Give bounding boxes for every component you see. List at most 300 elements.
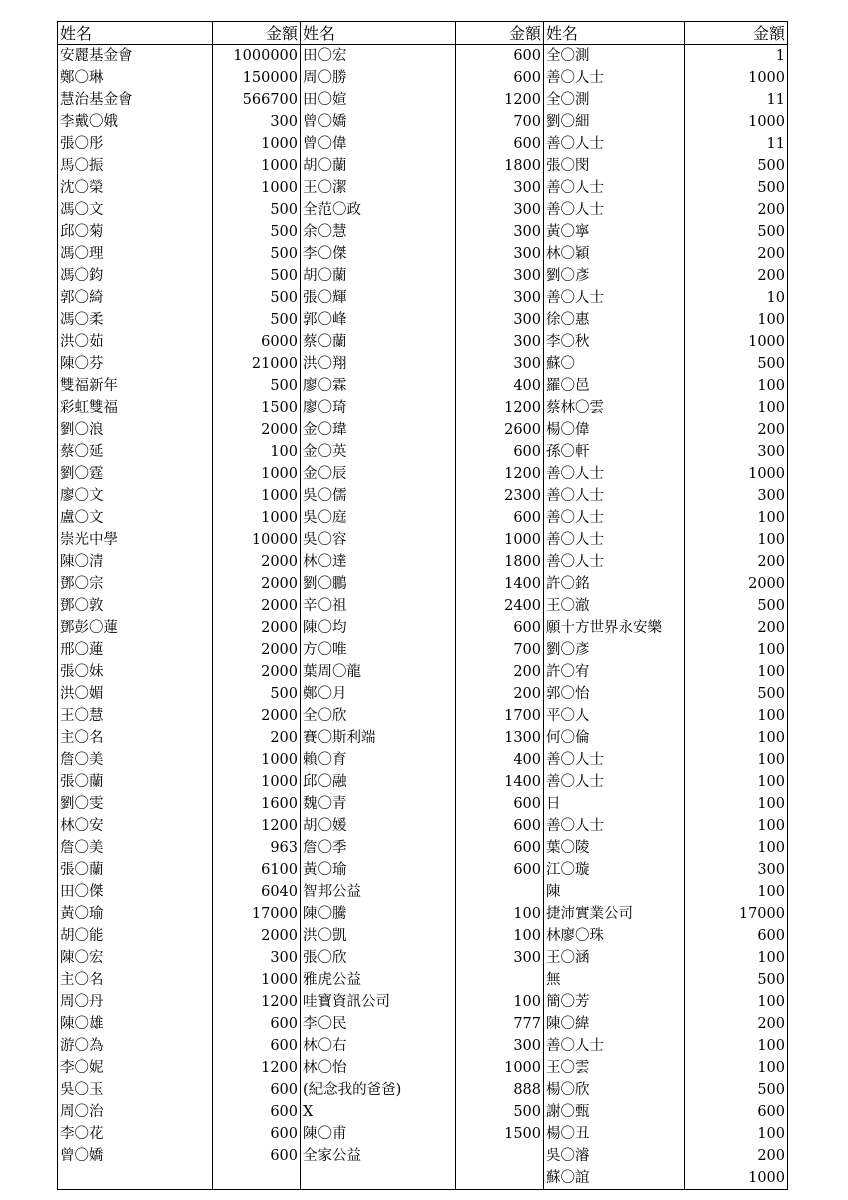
donor-name-cell: 謝〇甄 <box>544 1101 685 1123</box>
donor-name-cell: 善〇人士 <box>544 133 685 155</box>
donor-name-cell: 劉〇霆 <box>58 463 213 485</box>
table-row <box>58 1145 788 1167</box>
donation-amount-cell: 500 <box>213 683 301 705</box>
donation-amount-cell: 1200 <box>456 397 544 419</box>
donation-amount-cell: 300 <box>456 309 544 331</box>
donor-name-cell: 金〇辰 <box>301 463 456 485</box>
donor-name-cell: 李〇秋 <box>544 331 685 353</box>
donor-name-cell: 詹〇季 <box>301 837 456 859</box>
donation-amount-cell: 200 <box>685 1013 788 1035</box>
donation-amount-cell: 100 <box>685 793 788 815</box>
donation-amount-cell: 300 <box>685 441 788 463</box>
donation-amount-cell: 100 <box>685 375 788 397</box>
donor-name-cell: 許〇銘 <box>544 573 685 595</box>
donation-amount-cell: 300 <box>456 265 544 287</box>
donor-name-cell: 詹〇美 <box>58 837 213 859</box>
donor-name-cell: 楊〇偉 <box>544 419 685 441</box>
donor-name-cell: 張〇彤 <box>58 133 213 155</box>
table-row <box>58 133 788 155</box>
table-row <box>58 1123 788 1145</box>
donation-amount-cell: 300 <box>456 199 544 221</box>
donation-amount-cell: 600 <box>213 1035 301 1057</box>
donation-amount-cell: 1000 <box>685 1167 788 1190</box>
donor-name-cell: 沈〇榮 <box>58 177 213 199</box>
table-row <box>58 1101 788 1123</box>
table-row <box>58 1057 788 1079</box>
donor-name-cell: 田〇宏 <box>301 45 456 68</box>
donor-name-cell: 游〇為 <box>58 1035 213 1057</box>
donation-amount-cell: 300 <box>456 1035 544 1057</box>
donor-name-cell: 王〇雲 <box>544 1057 685 1079</box>
table-row <box>58 881 788 903</box>
table-row <box>58 683 788 705</box>
empty-cell <box>301 1167 456 1190</box>
donation-amount-cell: 500 <box>213 309 301 331</box>
donation-amount-cell: 300 <box>685 485 788 507</box>
donor-name-cell: 善〇人士 <box>544 551 685 573</box>
table-body <box>58 45 788 1190</box>
donor-name-cell: 郭〇怡 <box>544 683 685 705</box>
donation-amount-cell: 2000 <box>213 705 301 727</box>
donor-name-cell: 廖〇文 <box>58 485 213 507</box>
donation-amount-cell: 300 <box>685 859 788 881</box>
donor-name-cell: 智邦公益 <box>301 881 456 903</box>
table-row <box>58 793 788 815</box>
donation-amount-cell: 1400 <box>456 771 544 793</box>
donor-name-cell: 廖〇霖 <box>301 375 456 397</box>
donor-name-cell: 蘇〇誼 <box>544 1167 685 1190</box>
table-row <box>58 705 788 727</box>
header-amount-3: 金額 <box>685 22 788 45</box>
table-row <box>58 551 788 573</box>
donation-amount-cell: 500 <box>213 375 301 397</box>
donation-amount-cell: 1500 <box>213 397 301 419</box>
donation-amount-cell: 1200 <box>213 1057 301 1079</box>
table-row <box>58 771 788 793</box>
donor-name-cell: 王〇澈 <box>544 595 685 617</box>
donation-amount-cell: 1 <box>685 45 788 68</box>
table-row <box>58 441 788 463</box>
donor-name-cell: 盧〇文 <box>58 507 213 529</box>
donor-name-cell: 全〇測 <box>544 45 685 68</box>
donation-amount-cell: 600 <box>685 1101 788 1123</box>
donor-name-cell: 胡〇媛 <box>301 815 456 837</box>
donor-name-cell: 雅虎公益 <box>301 969 456 991</box>
header-name-3: 姓名 <box>544 22 685 45</box>
donation-amount-cell: 2400 <box>456 595 544 617</box>
donation-amount-cell: 200 <box>685 419 788 441</box>
donation-amount-cell: 600 <box>213 1013 301 1035</box>
donation-amount-cell: 2600 <box>456 419 544 441</box>
donor-name-cell: 田〇傑 <box>58 881 213 903</box>
donor-name-cell: 張〇蘭 <box>58 771 213 793</box>
donor-name-cell: 胡〇能 <box>58 925 213 947</box>
donation-amount-cell: 1000 <box>213 771 301 793</box>
table-row <box>58 727 788 749</box>
donor-name-cell: 全〇測 <box>544 89 685 111</box>
donation-amount-cell: 1000000 <box>213 45 301 68</box>
donation-amount-cell: 600 <box>456 67 544 89</box>
donor-name-cell: 劉〇雯 <box>58 793 213 815</box>
donor-name-cell: 李〇民 <box>301 1013 456 1035</box>
donor-name-cell: 邢〇蓮 <box>58 639 213 661</box>
table-row <box>58 353 788 375</box>
donor-name-cell: 全范〇政 <box>301 199 456 221</box>
donor-name-cell: 楊〇欣 <box>544 1079 685 1101</box>
donor-name-cell: 安麗基金會 <box>58 45 213 68</box>
donation-amount-cell: 100 <box>685 947 788 969</box>
donor-name-cell: 郭〇峰 <box>301 309 456 331</box>
donor-name-cell: 鄭〇月 <box>301 683 456 705</box>
donor-name-cell: 善〇人士 <box>544 67 685 89</box>
header-amount-2: 金額 <box>456 22 544 45</box>
donation-amount-cell: 1000 <box>685 463 788 485</box>
donation-amount-cell: 300 <box>213 947 301 969</box>
donation-amount-cell: 100 <box>685 1035 788 1057</box>
donation-amount-cell: 2000 <box>213 617 301 639</box>
donor-name-cell: 主〇名 <box>58 727 213 749</box>
donor-name-cell: 李〇傑 <box>301 243 456 265</box>
donation-amount-cell: 700 <box>456 111 544 133</box>
donation-amount-cell: 100 <box>685 705 788 727</box>
donation-amount-cell: 21000 <box>213 353 301 375</box>
table-row <box>58 199 788 221</box>
donation-amount-cell: 100 <box>685 1057 788 1079</box>
donor-name-cell: 林廖〇珠 <box>544 925 685 947</box>
donor-name-cell: 善〇人士 <box>544 287 685 309</box>
donor-name-cell: 洪〇凱 <box>301 925 456 947</box>
donation-amount-cell: 100 <box>685 727 788 749</box>
donor-name-cell: 周〇治 <box>58 1101 213 1123</box>
donor-name-cell: 賽〇斯利端 <box>301 727 456 749</box>
donor-name-cell: 鄧〇敦 <box>58 595 213 617</box>
donor-name-cell: 全〇欣 <box>301 705 456 727</box>
donor-name-cell: 善〇人士 <box>544 771 685 793</box>
table-row <box>58 463 788 485</box>
donor-name-cell: 哇寶資訊公司 <box>301 991 456 1013</box>
donation-amount-cell: 300 <box>456 353 544 375</box>
donor-name-cell: 劉〇浪 <box>58 419 213 441</box>
table-row <box>58 749 788 771</box>
donation-amount-cell: 1300 <box>456 727 544 749</box>
donation-amount-cell: 600 <box>456 859 544 881</box>
table-row <box>58 661 788 683</box>
table-row <box>58 595 788 617</box>
donation-amount-cell: 500 <box>213 243 301 265</box>
donor-name-cell: 楊〇丑 <box>544 1123 685 1145</box>
donation-amount-cell: 2000 <box>213 573 301 595</box>
table-row <box>58 419 788 441</box>
donor-name-cell: 林〇達 <box>301 551 456 573</box>
donation-amount-cell: 200 <box>685 1145 788 1167</box>
donation-amount-cell: 1000 <box>456 1057 544 1079</box>
donor-name-cell: 林〇怡 <box>301 1057 456 1079</box>
donation-amount-cell: 600 <box>456 617 544 639</box>
donation-amount-cell: 400 <box>456 749 544 771</box>
donor-name-cell: 邱〇菊 <box>58 221 213 243</box>
donor-name-cell: 劉〇彥 <box>544 265 685 287</box>
table-row <box>58 617 788 639</box>
donation-amount-cell: 600 <box>456 837 544 859</box>
donor-name-cell: 辛〇祖 <box>301 595 456 617</box>
donation-amount-cell: 500 <box>685 969 788 991</box>
empty-cell <box>456 1167 544 1190</box>
donor-name-cell: 雙福新年 <box>58 375 213 397</box>
donation-amount-cell: 100 <box>685 749 788 771</box>
donation-amount-cell: 200 <box>685 243 788 265</box>
donation-amount-cell: 200 <box>456 683 544 705</box>
table-row <box>58 837 788 859</box>
donation-amount-cell: 100 <box>685 991 788 1013</box>
donor-name-cell: 田〇媗 <box>301 89 456 111</box>
donation-amount-cell: 1800 <box>456 155 544 177</box>
donation-amount-cell: 600 <box>213 1101 301 1123</box>
table-row <box>58 45 788 68</box>
donor-name-cell: (紀念我的爸爸) <box>301 1079 456 1101</box>
header-name-2: 姓名 <box>301 22 456 45</box>
donation-amount-cell: 10000 <box>213 529 301 551</box>
table-row <box>58 243 788 265</box>
donor-name-cell: 洪〇茹 <box>58 331 213 353</box>
donation-amount-cell: 1600 <box>213 793 301 815</box>
donation-amount-cell: 500 <box>685 155 788 177</box>
donor-name-cell: 李戴〇娥 <box>58 111 213 133</box>
donation-amount-cell: 1000 <box>213 155 301 177</box>
donation-amount-cell: 500 <box>213 221 301 243</box>
donation-amount-cell: 100 <box>685 397 788 419</box>
donation-amount-cell: 300 <box>456 287 544 309</box>
donation-amount-cell: 150000 <box>213 67 301 89</box>
donor-name-cell: 王〇涵 <box>544 947 685 969</box>
table-row <box>58 639 788 661</box>
donor-name-cell: 馬〇振 <box>58 155 213 177</box>
donation-amount-cell: 600 <box>456 815 544 837</box>
donation-amount-cell: 777 <box>456 1013 544 1035</box>
donor-name-cell: 林〇穎 <box>544 243 685 265</box>
donor-name-cell: 詹〇美 <box>58 749 213 771</box>
donor-name-cell: 葉周〇龍 <box>301 661 456 683</box>
donor-name-cell: 日 <box>544 793 685 815</box>
table-row <box>58 903 788 925</box>
donation-amount-cell: 600 <box>456 441 544 463</box>
table-row <box>58 1079 788 1101</box>
table-row <box>58 89 788 111</box>
donation-amount-cell: 200 <box>213 727 301 749</box>
donation-amount-cell: 2000 <box>213 419 301 441</box>
donor-name-cell: 善〇人士 <box>544 507 685 529</box>
donation-amount-cell: 500 <box>213 265 301 287</box>
donor-name-cell: 馮〇柔 <box>58 309 213 331</box>
donor-name-cell: 劉〇細 <box>544 111 685 133</box>
donor-name-cell: 張〇閔 <box>544 155 685 177</box>
donation-amount-cell: 11 <box>685 133 788 155</box>
donor-name-cell: 馮〇鈞 <box>58 265 213 287</box>
table-row <box>58 397 788 419</box>
donor-name-cell: 善〇人士 <box>544 463 685 485</box>
donor-name-cell: 邱〇融 <box>301 771 456 793</box>
donor-name-cell: 張〇輝 <box>301 287 456 309</box>
donation-amount-cell: 11 <box>685 89 788 111</box>
donation-amount-cell: 300 <box>213 111 301 133</box>
donation-amount-cell: 6100 <box>213 859 301 881</box>
donation-amount-cell: 600 <box>213 1079 301 1101</box>
table-row <box>58 969 788 991</box>
donation-amount-cell: 2000 <box>213 551 301 573</box>
donor-name-cell: 平〇人 <box>544 705 685 727</box>
header-name-1: 姓名 <box>58 22 213 45</box>
donation-amount-cell: 600 <box>456 45 544 68</box>
donor-name-cell: 何〇倫 <box>544 727 685 749</box>
donation-amount-cell: 100 <box>685 529 788 551</box>
donation-amount-cell: 1000 <box>456 529 544 551</box>
donation-amount-cell: 300 <box>456 947 544 969</box>
donor-name-cell: 賴〇育 <box>301 749 456 771</box>
donor-name-cell: 善〇人士 <box>544 815 685 837</box>
donor-name-cell: 胡〇蘭 <box>301 155 456 177</box>
donor-name-cell: 廖〇琦 <box>301 397 456 419</box>
donation-amount-cell: 6040 <box>213 881 301 903</box>
donor-name-cell: 吳〇玉 <box>58 1079 213 1101</box>
table-row <box>58 177 788 199</box>
donation-amount-cell <box>456 969 544 991</box>
donation-amount-cell: 200 <box>685 617 788 639</box>
donation-amount-cell <box>456 1145 544 1167</box>
donation-table <box>57 21 788 1190</box>
table-row <box>58 221 788 243</box>
donation-amount-cell: 6000 <box>213 331 301 353</box>
donation-amount-cell: 2300 <box>456 485 544 507</box>
donor-name-cell: 善〇人士 <box>544 1035 685 1057</box>
donor-name-cell: 吳〇容 <box>301 529 456 551</box>
donor-name-cell: 馮〇理 <box>58 243 213 265</box>
donor-name-cell: 羅〇邑 <box>544 375 685 397</box>
donor-name-cell: 陳〇芬 <box>58 353 213 375</box>
donor-name-cell: 曾〇偉 <box>301 133 456 155</box>
donor-name-cell: 曾〇嬌 <box>301 111 456 133</box>
donation-amount-cell: 2000 <box>213 595 301 617</box>
donation-amount-cell: 200 <box>685 199 788 221</box>
donor-name-cell: 魏〇青 <box>301 793 456 815</box>
donation-amount-cell: 300 <box>456 243 544 265</box>
empty-cell <box>213 1167 301 1190</box>
donation-amount-cell: 300 <box>456 331 544 353</box>
donor-name-cell: 江〇璇 <box>544 859 685 881</box>
donor-name-cell: 黃〇瑜 <box>301 859 456 881</box>
donor-name-cell: 蔡林〇雲 <box>544 397 685 419</box>
donation-amount-cell: 1000 <box>213 507 301 529</box>
donation-amount-cell: 17000 <box>685 903 788 925</box>
donor-name-cell: 陳〇均 <box>301 617 456 639</box>
donor-name-cell: 蔡〇蘭 <box>301 331 456 353</box>
donor-name-cell: 善〇人士 <box>544 177 685 199</box>
donation-amount-cell: 2000 <box>213 639 301 661</box>
donor-name-cell: 善〇人士 <box>544 485 685 507</box>
donor-name-cell: 許〇宥 <box>544 661 685 683</box>
donor-name-cell: 陳〇清 <box>58 551 213 573</box>
donation-amount-cell: 1000 <box>685 67 788 89</box>
donation-amount-cell: 600 <box>456 507 544 529</box>
donor-name-cell: 李〇妮 <box>58 1057 213 1079</box>
donation-amount-cell: 1000 <box>213 485 301 507</box>
donation-amount-cell: 1000 <box>685 111 788 133</box>
donor-name-cell: 金〇瑋 <box>301 419 456 441</box>
donor-name-cell: 陳〇緯 <box>544 1013 685 1035</box>
donation-amount-cell: 700 <box>456 639 544 661</box>
donor-name-cell: 孫〇軒 <box>544 441 685 463</box>
donor-name-cell: 慧治基金會 <box>58 89 213 111</box>
donation-amount-cell: 500 <box>685 221 788 243</box>
donation-amount-cell: 100 <box>685 639 788 661</box>
table-row <box>58 375 788 397</box>
donor-name-cell: 徐〇惠 <box>544 309 685 331</box>
donation-amount-cell: 100 <box>685 837 788 859</box>
donor-name-cell: 葉〇陵 <box>544 837 685 859</box>
donor-name-cell: 願十方世界永安樂 <box>544 617 685 639</box>
donation-amount-cell: 500 <box>685 1079 788 1101</box>
header-amount-1: 金額 <box>213 22 301 45</box>
donation-amount-cell: 100 <box>213 441 301 463</box>
donation-amount-cell: 17000 <box>213 903 301 925</box>
donation-amount-cell: 1000 <box>213 749 301 771</box>
donation-amount-cell: 500 <box>685 177 788 199</box>
table-row <box>58 1035 788 1057</box>
donation-amount-cell: 600 <box>456 793 544 815</box>
donor-name-cell: 全家公益 <box>301 1145 456 1167</box>
donation-amount-cell: 200 <box>685 265 788 287</box>
donation-amount-cell: 200 <box>456 661 544 683</box>
donation-amount-cell: 100 <box>685 815 788 837</box>
donor-name-cell: 黃〇寧 <box>544 221 685 243</box>
donation-amount-cell: 1000 <box>213 133 301 155</box>
donor-name-cell: 張〇欣 <box>301 947 456 969</box>
table-row <box>58 1013 788 1035</box>
donation-amount-cell: 566700 <box>213 89 301 111</box>
donation-amount-cell: 100 <box>685 507 788 529</box>
donor-name-cell: 鄧〇宗 <box>58 573 213 595</box>
table-row <box>58 309 788 331</box>
donation-amount-cell: 1000 <box>213 177 301 199</box>
table-row <box>58 991 788 1013</box>
donation-amount-cell: 300 <box>456 221 544 243</box>
donor-name-cell: 蘇〇 <box>544 353 685 375</box>
donor-name-cell: 簡〇芳 <box>544 991 685 1013</box>
donation-amount-cell: 500 <box>685 353 788 375</box>
table-row <box>58 485 788 507</box>
donor-name-cell: 鄭〇琳 <box>58 67 213 89</box>
donation-amount-cell: 500 <box>685 683 788 705</box>
donor-name-cell: 張〇妹 <box>58 661 213 683</box>
table-row <box>58 155 788 177</box>
donation-amount-cell: 1400 <box>456 573 544 595</box>
donor-name-cell: 王〇潔 <box>301 177 456 199</box>
donation-amount-cell: 1200 <box>456 463 544 485</box>
donation-amount-cell: 100 <box>456 991 544 1013</box>
donation-amount-cell: 100 <box>685 1123 788 1145</box>
table-row <box>58 331 788 353</box>
donation-amount-cell: 1200 <box>213 815 301 837</box>
donor-name-cell: 周〇丹 <box>58 991 213 1013</box>
donor-name-cell: 陳〇騰 <box>301 903 456 925</box>
donation-amount-cell: 1200 <box>213 991 301 1013</box>
donation-amount-cell: 100 <box>685 309 788 331</box>
table-row <box>58 529 788 551</box>
donation-amount-cell: 1500 <box>456 1123 544 1145</box>
donor-name-cell: 曾〇嬌 <box>58 1145 213 1167</box>
donation-amount-cell: 888 <box>456 1079 544 1101</box>
donor-name-cell: 金〇英 <box>301 441 456 463</box>
donation-amount-cell: 1800 <box>456 551 544 573</box>
header-row <box>58 22 788 45</box>
